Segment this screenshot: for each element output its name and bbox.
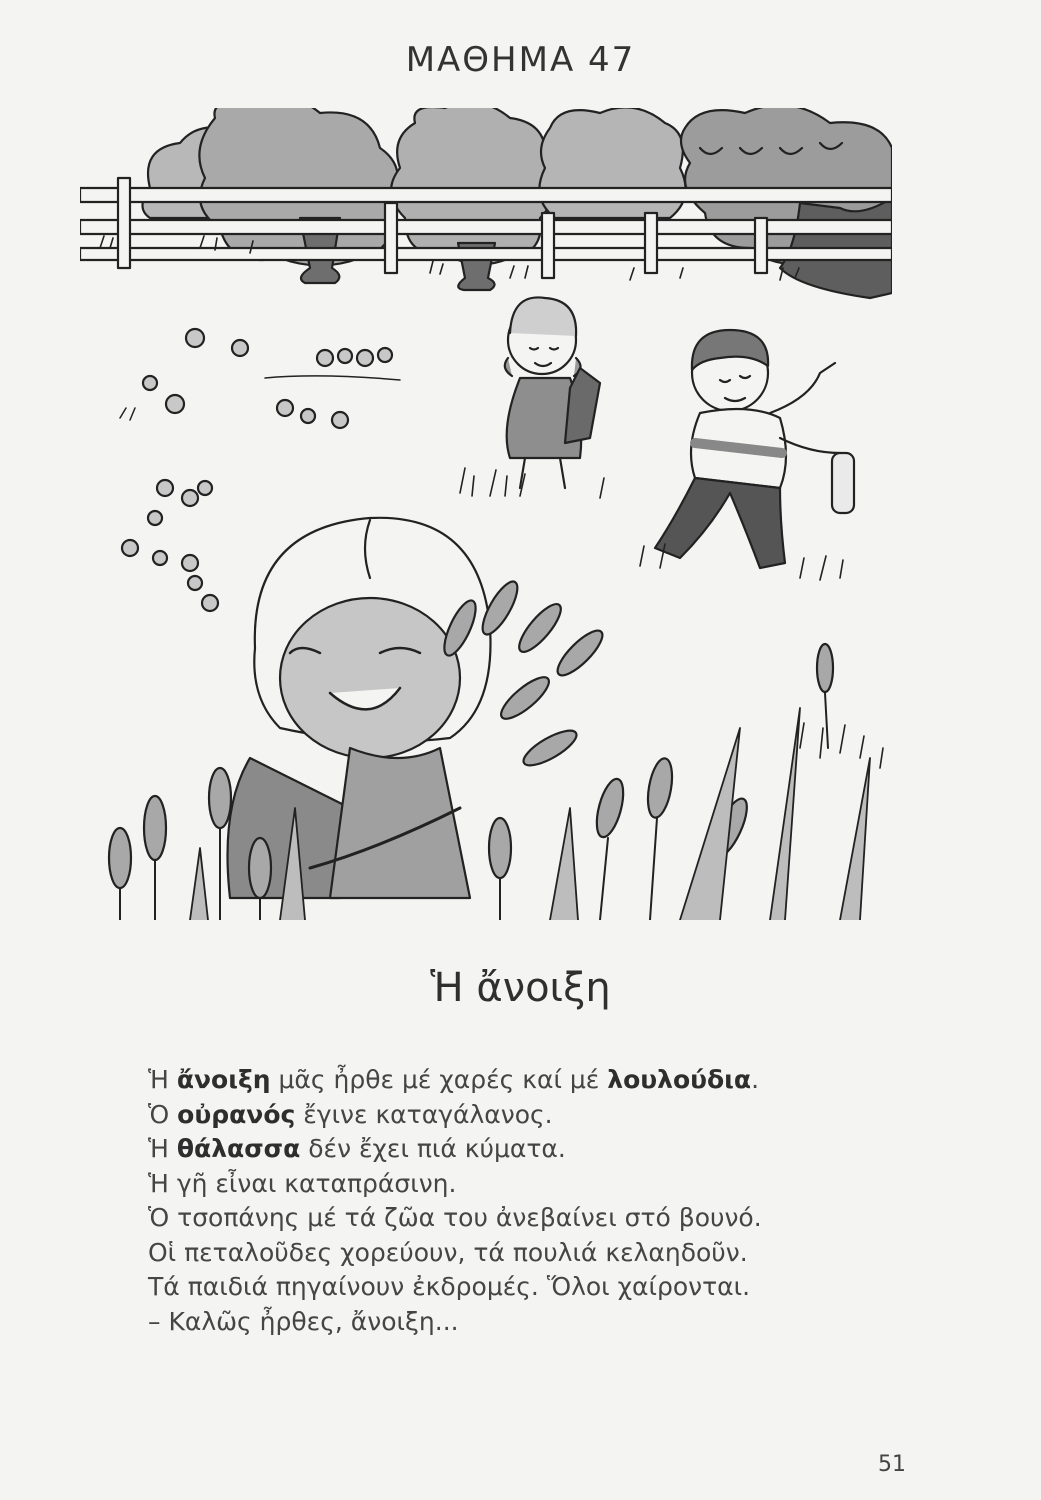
girl-with-flowers (505, 297, 600, 488)
lesson-title: ΜΑΘΗΜΑ 47 (405, 40, 636, 80)
story-line: Τά παιδιά πηγαίνουν ἐκδρομές. Ὅλοι χαίρονται. (148, 1272, 751, 1301)
story-line: Ὁ τσοπάνης μέ τά ζῶα του ἀνεβαίνει στό βουνό. (148, 1203, 762, 1232)
line-text: Ὁ (148, 1099, 178, 1129)
spring-illustration (80, 108, 892, 920)
line-text: . (751, 1065, 760, 1094)
bold-word: θάλασσα (176, 1134, 301, 1163)
line-text: Ἡ (148, 1134, 177, 1163)
bold-word: ἄνοιξη (176, 1065, 271, 1094)
line-text: Ἡ (148, 1065, 177, 1094)
story-line (148, 1132, 928, 1167)
line-text: δέν ἔχει πιά κύματα. (300, 1134, 566, 1163)
page-number: 51 (878, 1452, 906, 1477)
story-line: – Καλῶς ἦρθες, ἄνοιξη... (148, 1306, 459, 1336)
story-title: Ἡ ἄνοιξη (430, 965, 611, 1011)
story-text (148, 1063, 928, 1339)
story-line (148, 1098, 928, 1133)
boy-pointing (655, 330, 854, 568)
line-text: μᾶς ἦρθε μέ χαρές καί μέ (270, 1065, 608, 1094)
story-line (148, 1063, 928, 1098)
bold-word: οὐρανός (177, 1099, 296, 1129)
story-line: Οἱ πεταλοῦδες χορεύουν, τά πουλιά κελαηδοῦν. (148, 1237, 748, 1267)
girl-with-bulrushes (228, 518, 491, 898)
spring-scene-drawing (80, 108, 892, 920)
bold-word: λουλούδια (607, 1065, 752, 1094)
story-line: Ἡ γῆ εἶναι καταπράσινη. (148, 1168, 457, 1198)
line-text: ἔγινε καταγάλανος. (295, 1099, 553, 1129)
